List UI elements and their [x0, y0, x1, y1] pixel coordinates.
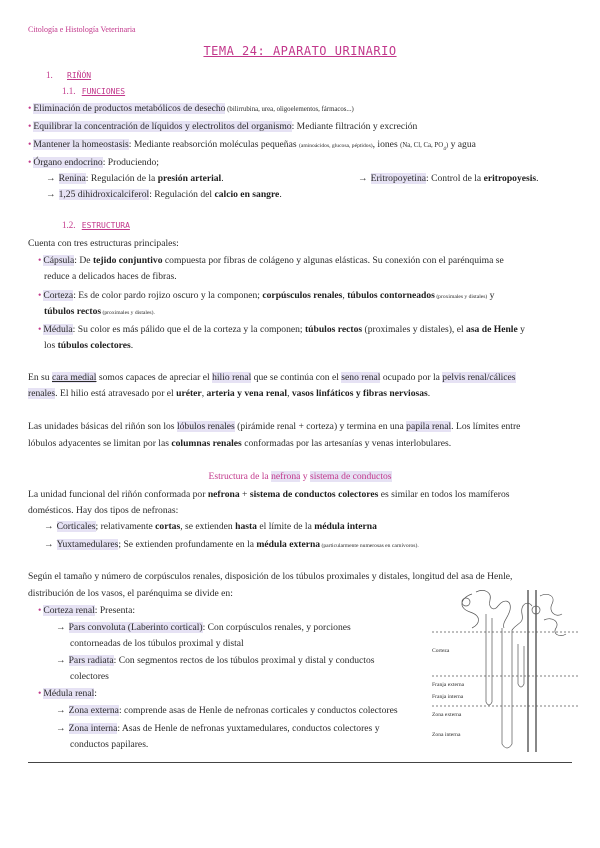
list-item [46, 187, 282, 203]
list-item [44, 519, 377, 535]
text: túbulos rectos [44, 306, 102, 317]
text: Médula renal [43, 688, 95, 699]
text: . El hilio está atravesado por el [55, 388, 177, 399]
text: (aminoácidos, glucosa, péptidos) [298, 143, 373, 149]
subsection-label: ESTRUCTURA [81, 221, 130, 230]
text: hasta [235, 521, 257, 532]
text: asa de Henle [466, 324, 518, 335]
text: eritropoyesis [483, 173, 537, 184]
list-item [38, 253, 504, 269]
list-item [44, 537, 419, 553]
text-line: conductos papilares. [70, 739, 149, 750]
text: que se continúa con el [251, 372, 342, 383]
text: nefrona [207, 489, 240, 500]
text: ; Se extienden profundamente en la [118, 539, 257, 550]
list-item [28, 101, 354, 117]
text: y [487, 290, 495, 301]
subsection-number: 1.1. [62, 86, 76, 96]
text: Corticales [56, 521, 96, 532]
text: Pars convoluta (Laberinto cortical) [68, 622, 203, 633]
text-line [44, 338, 133, 354]
list-item [38, 686, 97, 702]
text: : Control de la [426, 173, 484, 184]
text: : De [74, 255, 93, 266]
bullet-icon: • [38, 324, 42, 335]
text: : Mediante reabsorción moléculas pequeñas [128, 139, 299, 150]
list-item [28, 137, 476, 154]
section-riñon [46, 68, 91, 83]
text: sistema de conductos [309, 471, 392, 482]
text-line [44, 304, 155, 320]
section-number: 1. [46, 70, 53, 80]
text-line: distribución de los vasos, el parénquima se divide en: [28, 588, 233, 599]
text: cortas [155, 521, 181, 532]
text: Zona externa [68, 705, 119, 716]
text: somos capaces de apreciar el [96, 372, 213, 383]
bullet-icon: • [28, 121, 32, 132]
bullet-icon: • [38, 605, 42, 616]
text: : Su color es más pálido que el de la corteza y la componen; [72, 324, 305, 335]
text: Médula [43, 324, 73, 335]
list-item [56, 721, 380, 737]
text: ocupado por la [380, 372, 443, 383]
text: corpúsculos renales [262, 290, 343, 301]
list-item [38, 603, 135, 619]
text: renales [28, 388, 56, 399]
text: lóbulos adyacentes se limitan por las [28, 438, 172, 449]
text: : Presenta: [94, 605, 135, 616]
text: túbulos contorneados [347, 290, 435, 301]
section-label: RIÑÓN [67, 71, 92, 80]
subsection-label: FUNCIONES [81, 87, 126, 96]
nephron-drawing [432, 584, 578, 756]
text: : [94, 688, 97, 699]
diagram-label: Franja externa [432, 682, 465, 688]
arrow-icon: → [44, 539, 54, 550]
list-item [38, 322, 525, 338]
text: : Regulación de la [85, 173, 158, 184]
text: tejido conjuntivo [92, 255, 163, 266]
text: presión arterial [157, 173, 222, 184]
bullet-icon: • [38, 290, 42, 301]
text: Corteza [43, 290, 74, 301]
text-line [28, 419, 520, 435]
text: (pirámide renal + corteza) y termina en una [234, 421, 407, 432]
list-item [56, 620, 351, 636]
page-title: TEMA 24: APARATO URINARIO [203, 44, 397, 58]
text: seno renal [341, 372, 381, 383]
bullet-icon: • [38, 688, 42, 699]
text: , [201, 388, 207, 399]
text: , [287, 388, 292, 399]
text: Pars radiata [68, 655, 114, 666]
text: . [279, 189, 282, 200]
text: Corteza renal [43, 605, 95, 616]
text: ) [445, 142, 449, 149]
arrow-icon: → [358, 173, 368, 184]
list-item [358, 171, 539, 187]
subsection-funciones [62, 84, 125, 99]
text-line [28, 436, 451, 452]
arrow-icon: → [56, 622, 66, 633]
course-header: Citología e Histología Veterinaria [28, 25, 136, 34]
arrow-icon: → [56, 655, 66, 666]
text-line [28, 386, 430, 402]
text: : Regulación del [149, 189, 215, 200]
text-line [28, 370, 516, 386]
text: Cápsula [43, 255, 75, 266]
text: papila renal [406, 421, 452, 432]
diagram-label: Franja interna [432, 694, 464, 700]
arrow-icon: → [46, 173, 56, 184]
text: : Con segmentos rectos de los túbulos proximal y distal y conductos [113, 655, 375, 666]
text: . [221, 173, 224, 184]
text: . [427, 388, 431, 399]
text: arteria y vena renal [206, 388, 288, 399]
text: túbulos rectos [304, 324, 363, 335]
text: (bilirrubina, urea, oligoelementos, fármacos...) [225, 106, 354, 113]
text-line: Según el tamaño y número de corpúsculos renales, disposición de los túbulos proximales y distales, longitud del asa de Henle, [28, 571, 513, 582]
text: Equilibrar la concentración de líquidos y electrolitos del organismo [33, 121, 292, 132]
text: Órgano endocrino [33, 157, 103, 168]
bullet-icon: • [28, 139, 32, 150]
bottom-divider [28, 762, 572, 763]
text: compuesta por fibras de colágeno y algunas elásticas. Su conexión con el parénquima se [162, 255, 504, 266]
list-item [46, 171, 224, 187]
text: : Con corpúsculos renales, y porciones [202, 622, 351, 633]
text: Eliminación de productos metabólicos de desecho [33, 103, 226, 114]
subsection-estructura [62, 218, 130, 233]
text: : Es de color pardo rojizo oscuro y la componen; [73, 290, 263, 301]
text: (proximales y distales) [434, 294, 488, 300]
text: y agua [448, 139, 476, 150]
text: Las unidades básicas del riñón son los [28, 421, 177, 432]
text: columnas renales [171, 438, 242, 449]
text: Estructura de la [208, 471, 272, 482]
arrow-icon: → [56, 705, 66, 716]
nefrona-heading [0, 469, 600, 485]
text: y [300, 471, 310, 482]
text: sistema de conductos colectores [249, 489, 379, 500]
text-line: domésticos. Hay dos tipos de nefronas: [28, 505, 179, 516]
text: (Na, Cl, Ca, PO [400, 142, 444, 149]
text: : Produciendo; [102, 157, 159, 168]
diagram-label: Zona externa [432, 712, 462, 718]
list-item [56, 653, 375, 669]
text: cara medial [51, 372, 97, 383]
subsection-number: 1.2. [62, 220, 76, 230]
text: (proximales y distales), el [362, 324, 467, 335]
text: Eritropoyetina [370, 173, 427, 184]
text: el límite de la [256, 521, 315, 532]
paragraph: Cuenta con tres estructuras principales: [28, 238, 179, 249]
bullet-icon: • [28, 103, 32, 114]
text: vasos linfáticos y fibras nerviosas [291, 388, 428, 399]
text: , [342, 290, 348, 301]
text: conformadas por las artesanías y venas interlobulares. [241, 438, 452, 449]
nephron-diagram [432, 584, 578, 756]
text: : Mediante filtración y excreción [291, 121, 418, 132]
text: : comprende asas de Henle de nefronas corticales y conductos colectores [118, 705, 398, 716]
text: y [517, 324, 525, 335]
arrow-icon: → [46, 189, 56, 200]
text-line: contorneadas de los túbulos proximal y distal [70, 638, 244, 649]
text: nefrona [271, 471, 301, 482]
arrow-icon: → [56, 723, 66, 734]
list-item [56, 703, 398, 719]
text: Mantener la homeostasis [33, 139, 129, 150]
text: Renina [58, 173, 86, 184]
text: La unidad funcional del riñón conformada por [28, 489, 208, 500]
text-line [28, 487, 509, 503]
text: . Los límites entre [451, 421, 521, 432]
text: lóbulos renales [176, 421, 235, 432]
text: . [130, 340, 134, 351]
text: es similar en todos los mamíferos [378, 489, 510, 500]
list-item [38, 288, 494, 304]
text: , iones [372, 139, 401, 150]
text: : Asas de Henle de nefronas yuxtamedulares, conductos colectores y [117, 723, 380, 734]
text: + [239, 489, 250, 500]
text: 4 [443, 145, 446, 152]
list-item [28, 119, 417, 135]
text: Zona interna [68, 723, 118, 734]
text-line: reduce a delicados haces de fibras. [44, 271, 177, 282]
text: pelvis renal/cálices [442, 372, 516, 383]
arrow-icon: → [44, 521, 54, 532]
text: , se extienden [180, 521, 236, 532]
bullet-icon: • [38, 255, 42, 266]
text: 1,25 dihidroxicalciferol [58, 189, 150, 200]
text: uréter [176, 388, 202, 399]
text: (proximales y distales). [101, 310, 155, 316]
text: . [536, 173, 539, 184]
list-item [28, 155, 159, 171]
text: calcio en sangre [214, 189, 280, 200]
text: En su [28, 372, 52, 383]
diagram-label: Corteza [432, 648, 450, 654]
text: hilio renal [212, 372, 252, 383]
text: Yuxtamedulares [56, 539, 119, 550]
text: túbulos colectores [57, 340, 131, 351]
text: médula externa [256, 539, 321, 550]
text: (particularmente numerosas en carnívoros). [320, 543, 419, 549]
text: ; relativamente [95, 521, 156, 532]
bullet-icon: • [28, 157, 32, 168]
text: médula interna [314, 521, 377, 532]
text-line: colectores [70, 671, 109, 682]
text: los [44, 340, 58, 351]
diagram-label: Zona interna [432, 732, 461, 738]
